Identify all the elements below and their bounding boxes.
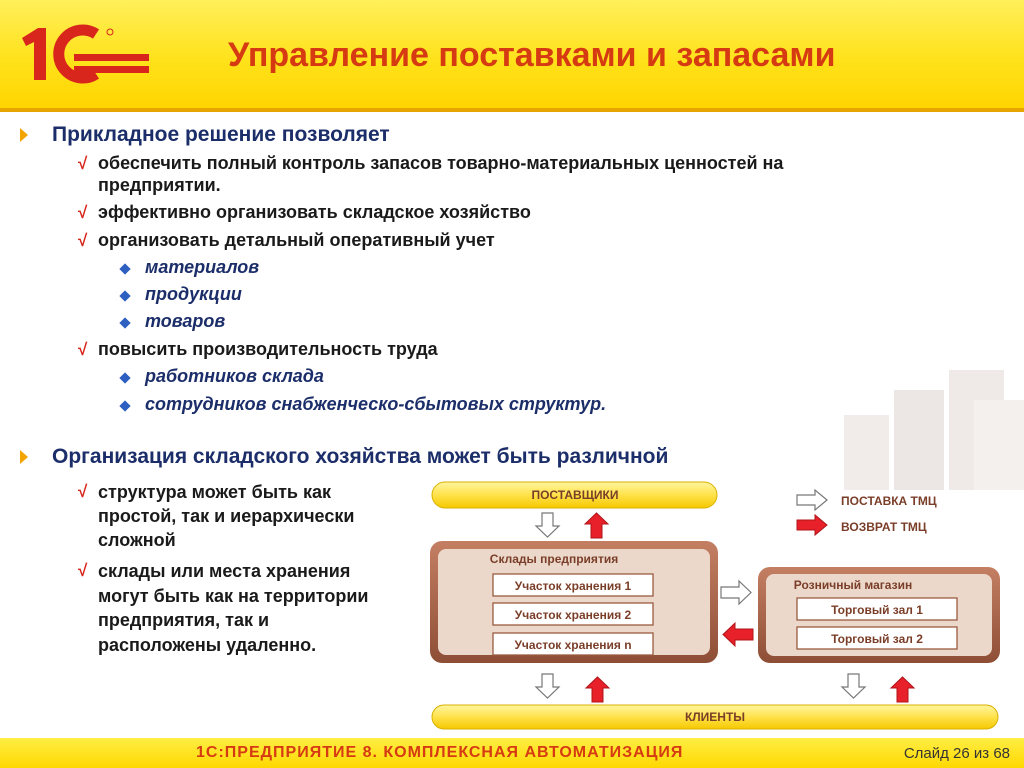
check-icon: √	[78, 154, 88, 173]
check-icon: √	[78, 203, 88, 222]
bullet-arrow-icon	[20, 128, 28, 142]
return-arrow-icon	[797, 515, 827, 535]
bullet-arrow-icon	[20, 450, 28, 464]
slide-number: Слайд 26 из 68	[903, 745, 1010, 762]
suppliers-label: ПОСТАВЩИКИ	[531, 488, 619, 502]
list-item: структура может быть как простой, так и иерархически сложной	[98, 482, 355, 550]
delivery-arrow-icon	[797, 490, 827, 510]
return-arrow-icon	[585, 513, 608, 538]
clients-label: КЛИЕНТЫ	[684, 710, 746, 724]
diamond-bullet-icon	[119, 290, 130, 301]
delivery-arrow-icon	[536, 674, 559, 698]
sub-list-item: товаров	[145, 311, 226, 331]
page-title: Управление поставками и запасами	[228, 36, 836, 74]
sub-list-item: работников склада	[145, 366, 324, 386]
list-item: организовать детальный оперативный учет	[98, 230, 495, 250]
warehouse-diagram	[425, 477, 1010, 735]
legend-return-label: ВОЗВРАТ ТМЦ	[841, 520, 927, 534]
sub-list-item: сотрудников снабженческо-сбытовых структур.	[145, 394, 607, 414]
check-icon: √	[78, 561, 88, 580]
storage-label: Участок хранения n	[514, 638, 632, 652]
delivery-arrow-icon	[842, 674, 865, 698]
list-item: эффективно организовать складское хозяйство	[98, 202, 531, 222]
sub-list-item: материалов	[145, 257, 260, 277]
header-divider	[0, 108, 1024, 112]
retail-title: Розничный магазин	[793, 578, 913, 592]
list-item: склады или места хранения могут быть как на территории предприятия, так и расположены удаленно.	[98, 561, 369, 655]
logo-1c	[18, 24, 153, 84]
list-item: обеспечить полный контроль запасов товарно-материальных ценностей на предприятии.	[98, 153, 784, 195]
diamond-bullet-icon	[119, 263, 130, 274]
storage-label: Участок хранения 1	[514, 579, 632, 593]
diamond-bullet-icon	[119, 317, 130, 328]
legend-delivery-label: ПОСТАВКА ТМЦ	[841, 494, 937, 508]
delivery-arrow-icon	[536, 513, 559, 537]
hall-label: Торговый зал 1	[831, 603, 923, 617]
section1-heading: Прикладное решение позволяет	[52, 123, 390, 146]
hall-label: Торговый зал 2	[831, 632, 923, 646]
check-icon: √	[78, 231, 88, 250]
return-arrow-icon	[891, 677, 914, 702]
section2-heading: Организация складского хозяйства может быть различной	[52, 445, 669, 468]
background-decoration	[824, 360, 1024, 490]
list-item: повысить производительность труда	[98, 339, 438, 359]
return-arrow-icon	[723, 623, 753, 646]
warehouses-title: Склады предприятия	[489, 552, 619, 566]
diamond-bullet-icon	[119, 372, 130, 383]
sub-list-item: продукции	[145, 284, 242, 304]
delivery-arrow-icon	[721, 581, 751, 604]
check-icon: √	[78, 482, 88, 501]
check-icon: √	[78, 340, 88, 359]
diamond-bullet-icon	[119, 400, 130, 411]
return-arrow-icon	[586, 677, 609, 702]
footer-text: 1С:ПРЕДПРИЯТИЕ 8. КОМПЛЕКСНАЯ АВТОМАТИЗАЦИЯ	[196, 744, 684, 761]
storage-label: Участок хранения 2	[514, 608, 632, 622]
